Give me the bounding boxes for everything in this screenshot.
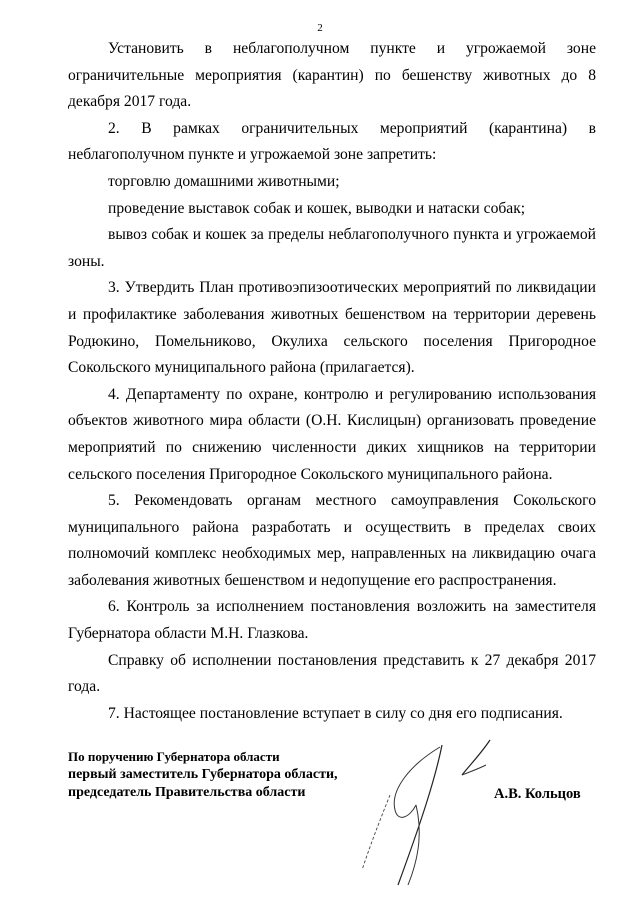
paragraph-report: Справку об исполнении постановления представить к 27 декабря 2017 года. (68, 651, 596, 696)
paragraph-7-effective: 7. Настоящее постановление вступает в силу со дня его подписания. (108, 704, 563, 722)
signatory-name: А.В. Кольцов (494, 786, 581, 802)
paragraph-5-recommend: 5. Рекомендовать органам местного самоуправления Сокольского муниципального района разработать и осуществить в пределах своих полномочий комплекс необходимых мер, направленных на ликвидацию очага заболевания животных бешенством и недопущение его распространения. (68, 492, 596, 589)
paragraph-2-restrictions: 2. В рамках ограничительных мероприятий (карантина) в неблагополучном пункте и угрожаемой зоне запретить: (68, 119, 596, 164)
document-body (68, 36, 596, 727)
signature-block (68, 748, 338, 802)
signature-note: По поручению Губернатора области (68, 749, 280, 764)
paragraph-3-plan: 3. Утвердить План противоэпизоотических мероприятий по ликвидации и профилактике заболевания животных бешенством на территории деревень Родюкино, Помельниково, Окулиха сельского поселения Пригородное Сокольского муниципального района (прилагается). (68, 279, 596, 377)
paragraph-quarantine: Установить в неблагополучном пункте и угрожаемой зоне ограничительные мероприятия (карантин) по бешенству животных до 8 декабря 2017 года. (68, 40, 596, 111)
paragraph-4-department: 4. Департаменту по охране, контролю и регулированию использования объектов животного мира области (О.Н. Кислицын) организовать проведение мероприятий по снижению численности диких хищников на территории сельского поселения Пригородное Сокольского муниципального района. (68, 385, 596, 483)
paragraph-ban-trade: торговлю домашними животными; (108, 172, 340, 190)
paragraph-6-control: 6. Контроль за исполнением постановления возложить на заместителя Губернатора области М.Н. Глазкова. (68, 598, 596, 643)
page-number: 2 (317, 22, 323, 34)
signature-position-line-2: председатель Правительства области (68, 785, 306, 800)
signature-position-line-1: первый заместитель Губернатора области, (68, 767, 338, 782)
paragraph-ban-exhibitions: проведение выставок собак и кошек, выводки и натаски собак; (108, 199, 526, 217)
paragraph-ban-export: вывоз собак и кошек за пределы неблагополучного пункта и угрожаемой зоны. (68, 226, 596, 270)
handwritten-signature (350, 735, 500, 895)
